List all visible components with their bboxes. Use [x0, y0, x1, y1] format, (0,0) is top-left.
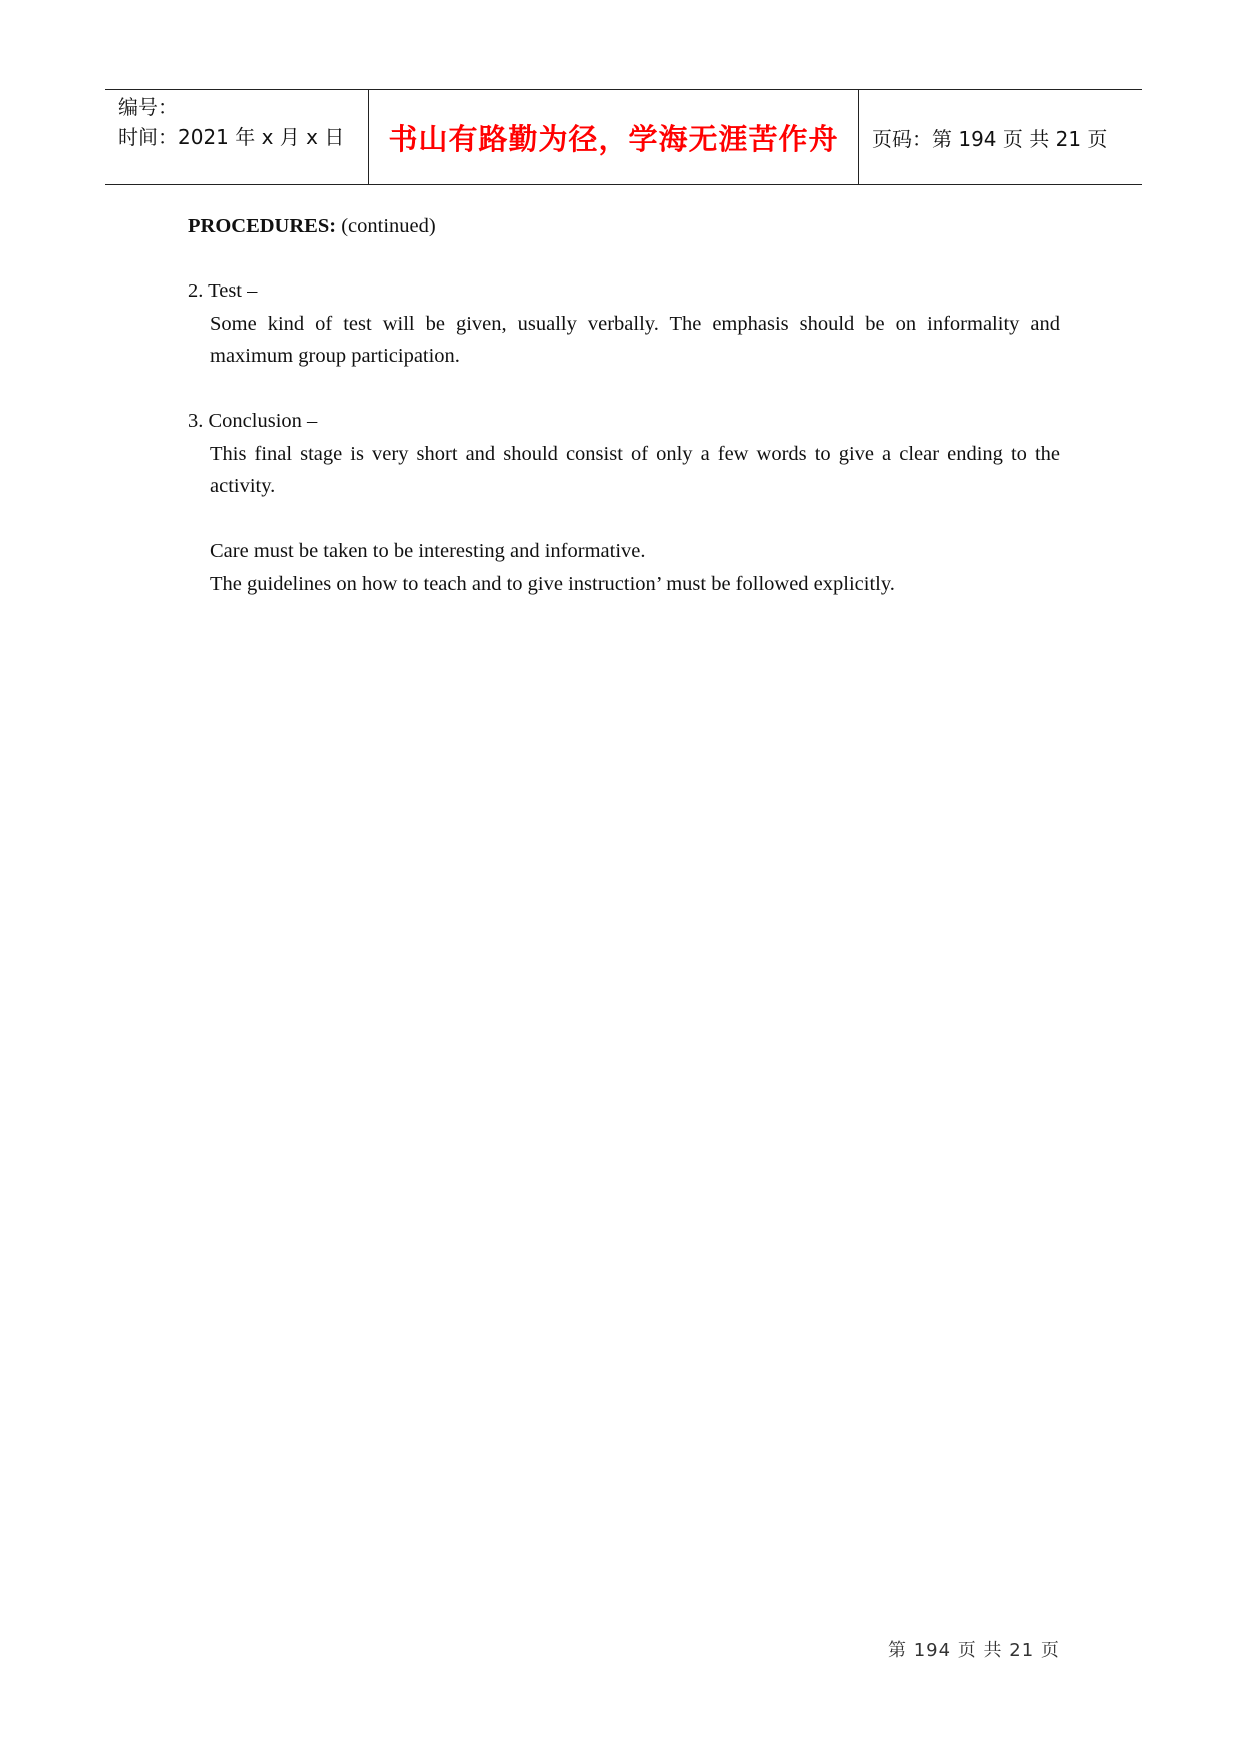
section-heading: PROCEDURES:: [188, 215, 337, 237]
document-time-label: 时间：2021 年 x 月 x 日: [118, 125, 345, 149]
header-page-cell: [859, 90, 1142, 184]
page-footer: [888, 1636, 1066, 1662]
item-2-title: 2. Test –: [188, 280, 258, 302]
item-2-text: Some kind of test will be given, usually verbally. The emphasis should be on informality and maximum group participation.: [210, 312, 1060, 367]
footer-page-text: 第 194 页 共 21 页: [888, 1640, 1060, 1661]
section-heading-line: [188, 210, 1060, 243]
header-meta-cell: [105, 90, 369, 184]
header-motto-cell: [369, 90, 859, 184]
note-1: Care must be taken to be interesting and informative.: [210, 540, 646, 562]
section-note: (continued): [341, 215, 436, 237]
item-3-title: 3. Conclusion –: [188, 410, 318, 432]
note-2: The guidelines on how to teach and to give instruction’ must be followed explicitly.: [210, 572, 895, 595]
page-header: [105, 89, 1142, 185]
header-page-code: 页码：第 194 页 共 21 页: [872, 126, 1108, 151]
header-motto: 书山有路勤为径，学海无涯苦作舟: [388, 121, 839, 156]
document-body: [188, 210, 1060, 600]
document-number-label: 编号：: [118, 95, 178, 119]
item-3-text: This final stage is very short and should consist of only a few words to give a clear ending to the activity.: [210, 442, 1060, 497]
